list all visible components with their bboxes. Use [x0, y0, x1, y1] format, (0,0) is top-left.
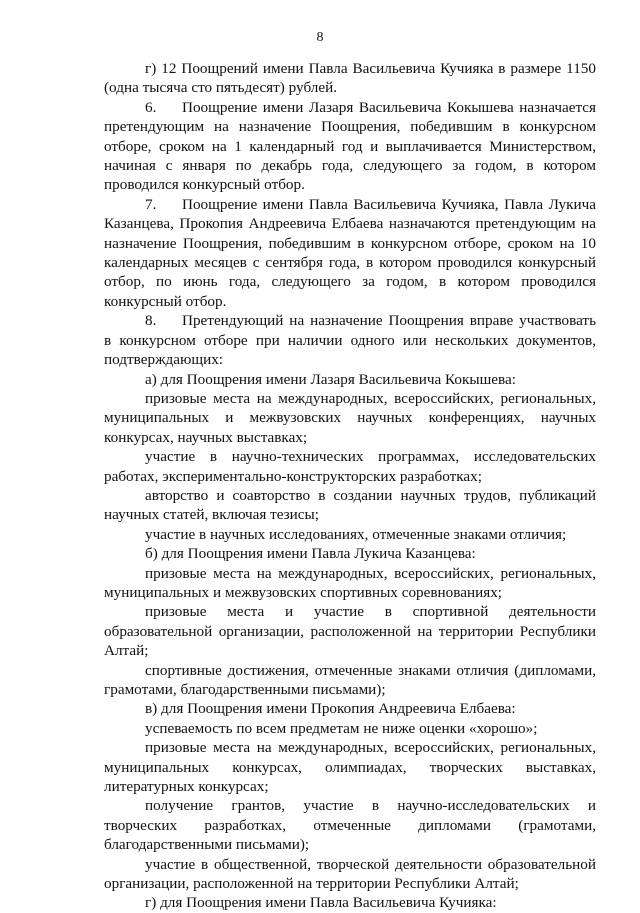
subsection-d-heading: г) для Поощрения имени Павла Васильевича Кучияка:: [145, 894, 497, 912]
list-item: участие в научных исследованиях, отмеченные знаками отличия;: [145, 525, 567, 543]
clause-text: Претендующий на назначение Поощрения вправе участвовать в конкурсном отборе при наличии одного или нескольких документов, подтверждающих:: [104, 312, 596, 369]
clause-text: Поощрение имени Павла Васильевича Кучияка, Павла Лукича Казанцева, Прокопия Андреевича Елбаева назначаются претендующим на назначение Поощрения, победившим в конкурсном отборе, сроком на 10 календарных месяцев с сентября года, в котором проводился конкурсный отбор, по июнь года, следующего за годом, в котором проводился конкурсный отбор.: [104, 195, 596, 310]
page-number: 8: [316, 30, 324, 45]
list-item: призовые места и участие в спортивной деятельности образовательной организации, расположенной на территории Республики Алтай;: [104, 603, 596, 660]
list-item: призовые места на международных, всероссийских, региональных, муниципальных конкурсах, олимпиадах, творческих выставках, литературных конкурсах;: [104, 739, 596, 796]
list-item: призовые места на международных, всероссийских, региональных, муниципальных и межвузовских научных конференциях, научных конкурсах, научных выставках;: [104, 389, 596, 446]
list-item: авторство и соавторство в создании научных трудов, публикаций научных статей, включая тезисы;: [104, 486, 596, 524]
list-item: участие в научно-технических программах, исследовательских работах, экспериментально-конструкторских разработках;: [104, 448, 596, 485]
clause-6: [104, 98, 596, 195]
clause-number: 6.: [145, 98, 157, 116]
list-item: успеваемость по всем предметам не ниже оценки «хорошо»;: [145, 719, 538, 737]
document-body: [104, 59, 596, 913]
list-item: призовые места на международных, всероссийских, региональных, муниципальных и межвузовских спортивных соревнованиях;: [104, 564, 596, 601]
clause-number: 8.: [145, 312, 157, 330]
list-item: спортивные достижения, отмеченные знаками отличия (дипломами, грамотами, благодарственными письмами);: [104, 661, 596, 698]
subsection-b-heading: б) для Поощрения имени Павла Лукича Казанцева:: [145, 545, 476, 563]
clause-7: [104, 195, 596, 311]
list-item: участие в общественной, творческой деятельности образовательной организации, расположенной на территории Республики Алтай;: [104, 855, 596, 893]
clause-number: 7.: [145, 195, 157, 213]
subsection-c-heading: в) для Поощрения имени Прокопия Андреевича Елбаева:: [145, 700, 516, 718]
clause-text: Поощрение имени Лазаря Васильевича Кокышева назначается претендующим на назначение Поощрения, победившим в конкурсном отборе, сроком на 1 календарный год и выплачивается Министерством, начиная с января по декабрь года, следующего за годом, в котором проводился конкурсный отбор.: [104, 98, 596, 194]
subsection-a-heading: а) для Поощрения имени Лазаря Васильевича Кокышева:: [145, 370, 516, 388]
clause-8: [104, 311, 596, 369]
list-item: получение грантов, участие в научно-исследовательских и творческих разработках, отмеченные дипломами (грамотами, благодарственными письмами);: [104, 797, 596, 854]
paragraph-reward-count: г) 12 Поощрений имени Павла Васильевича Кучияка в размере 1150 (одна тысяча сто пятьдесят) рублей.: [104, 60, 596, 97]
